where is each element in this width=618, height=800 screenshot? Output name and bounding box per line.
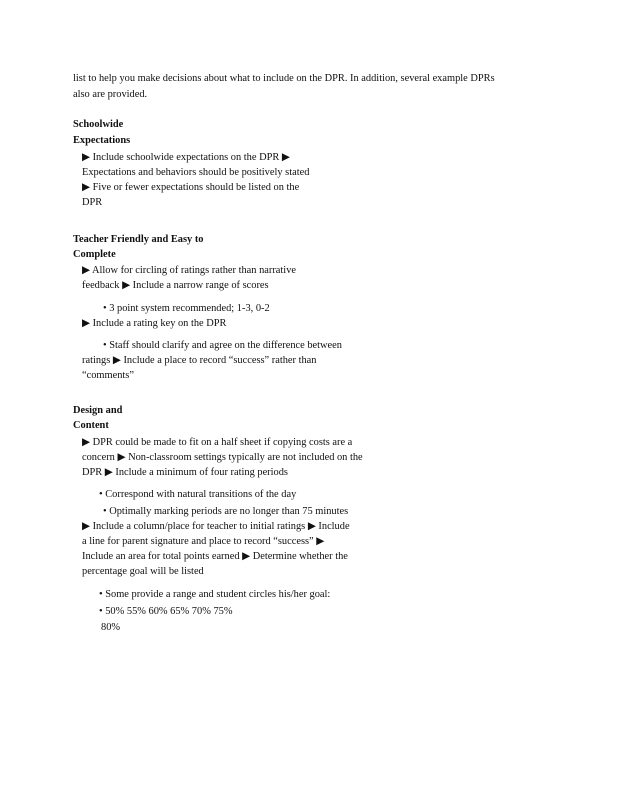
section-heading-design: Design and	[73, 405, 123, 416]
intro-line-1: list to help you make decisions about what to include on the DPR. In addition, several example DPRs	[73, 73, 495, 84]
section3-line-7: percentage goal will be listed	[82, 566, 204, 577]
section1-line-4: DPR	[82, 197, 103, 208]
section3-bullet-2: • Optimally marking periods are no longer than 75 minutes	[103, 506, 349, 517]
section3-line-3: DPR ▶ Include a minimum of four rating periods	[82, 467, 288, 478]
section3-line-1: ▶ DPR could be made to fit on a half sheet if copying costs are a	[82, 437, 353, 448]
section2-bullet-2: • Staff should clarify and agree on the difference between	[103, 340, 342, 351]
intro-line-2: also are provided.	[73, 89, 148, 100]
section3-line-2: concern ▶ Non-classroom settings typically are not included on the	[82, 452, 363, 463]
section3-line-4: ▶ Include a column/place for teacher to initial ratings ▶ Include	[82, 521, 350, 532]
section-heading-teacher-friendly: Teacher Friendly and Easy to	[73, 234, 204, 245]
section2-line-3: ▶ Include a rating key on the DPR	[82, 318, 227, 329]
section3-bullet-3: • Some provide a range and student circles his/her goal:	[99, 589, 331, 600]
section3-bullet-4: • 50% 55% 60% 65% 70% 75%	[99, 606, 233, 617]
section1-line-2: Expectations and behaviors should be positively stated	[82, 167, 310, 178]
section3-line-5: a line for parent signature and place to record “success” ▶	[82, 536, 325, 547]
section2-bullet-1: • 3 point system recommended; 1-3, 0-2	[103, 303, 270, 314]
section3-bullet-1: • Correspond with natural transitions of the day	[99, 489, 297, 500]
section-heading-expectations: Expectations	[73, 135, 131, 146]
section1-line-3: ▶ Five or fewer expectations should be listed on the	[82, 182, 300, 193]
section2-line-5: “comments”	[82, 370, 134, 381]
section2-line-2: feedback ▶ Include a narrow range of scores	[82, 280, 269, 291]
section1-line-1: ▶ Include schoolwide expectations on the DPR ▶	[82, 152, 290, 163]
section3-line-6: Include an area for total points earned ▶ Determine whether the	[82, 551, 348, 562]
section-heading-complete: Complete	[73, 249, 116, 260]
section-heading-content: Content	[73, 420, 109, 431]
section-heading-schoolwide: Schoolwide	[73, 119, 124, 130]
section3-line-8: 80%	[101, 622, 121, 633]
section2-line-1: ▶ Allow for circling of ratings rather than narrative	[82, 265, 296, 276]
section2-line-4: ratings ▶ Include a place to record “success” rather than	[82, 355, 317, 366]
